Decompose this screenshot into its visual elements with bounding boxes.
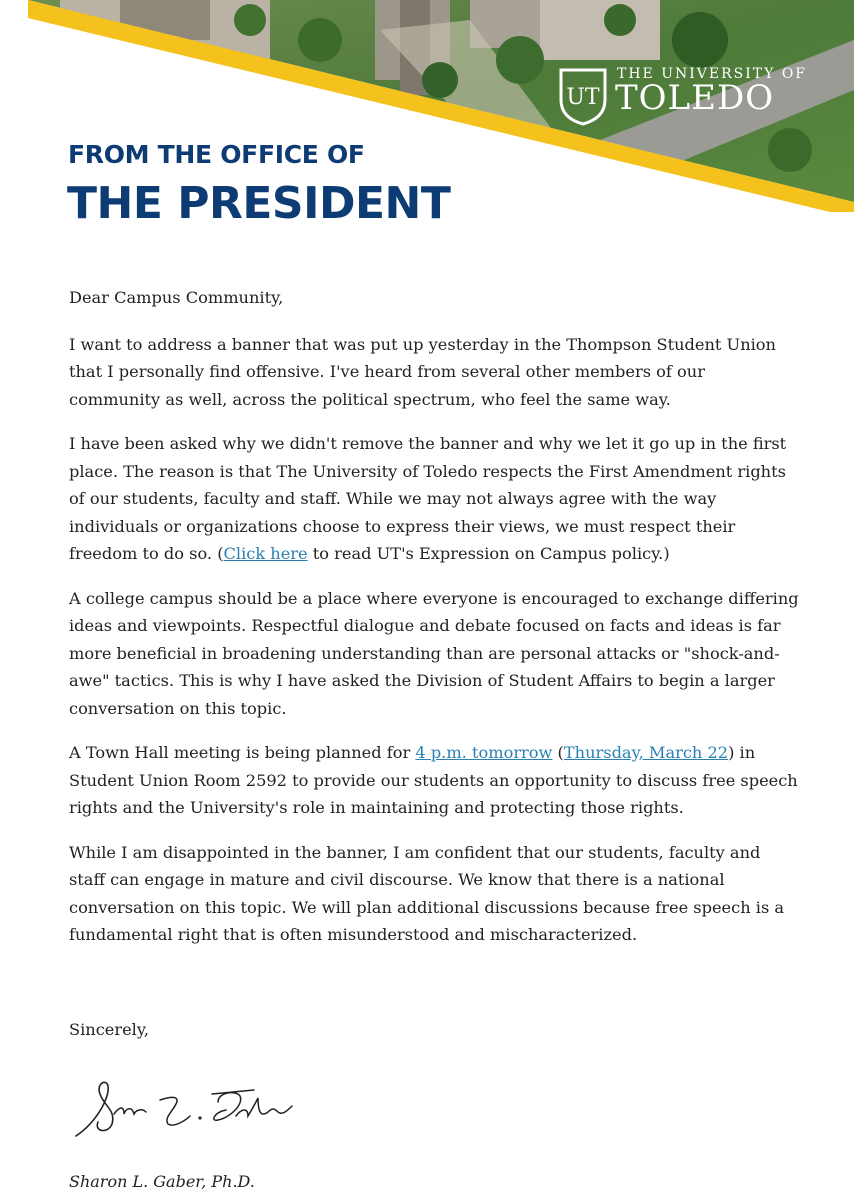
policy-link[interactable]: Click here [223,544,308,563]
paragraph-2 [69,430,799,568]
paragraph-5: While I am disappointed in the banner, I am confident that our students, faculty and staff can engage in mature and civil discourse. We know that there is a national conversation on this topic. We will plan additional discussions because free speech is a fundamental right that is often misunderstood and mischaracterized. [69,842,785,944]
ut-shield-icon [557,66,609,126]
header-title: THE PRESIDENT [67,178,451,229]
university-logo [557,64,808,134]
date-link[interactable]: Thursday, March 22 [563,743,729,762]
letter-body [69,284,799,966]
logo-line-2: TOLEDO [615,78,775,118]
paragraph-4 [69,739,799,822]
header-subtitle: FROM THE OFFICE OF [68,140,365,169]
paragraph-1: I want to address a banner that was put up yesterday in the Thompson Student Union that I personally find offensive. I've heard from several other members of our community as well, across the political spectrum, who feel the same way. [69,334,776,409]
signer-name: Sharon L. Gaber, Ph.D. [69,1172,255,1191]
greeting: Dear Campus Community, [69,288,284,307]
paragraph-4-text-b: ( [552,743,564,762]
logo-mark: UT [566,85,600,110]
handwritten-signature [68,1066,308,1146]
logo-line-1: THE UNIVERSITY OF [617,66,808,82]
paragraph-3: A college campus should be a place where everyone is encouraged to exchange differing ideas and viewpoints. Respectful dialogue and debate focused on facts and ideas is far more beneficial in broadening understanding than are personal attacks or "shock-and-awe" tactics. This is why I have asked the Division of Student Affairs to begin a larger conversation on this topic. [69,588,799,718]
paragraph-4-text-c: ) in Student Union Room 2592 to provide our students an opportunity to discuss free speech rights and the University's role in maintaining and protecting those rights. [69,743,798,817]
closing: Sincerely, [69,1020,149,1039]
paragraph-2-text-a: I have been asked why we didn't remove the banner and why we let it go up in the first place. The reason is that The University of Toledo respects the First Amendment rights of our students, faculty and staff. While we may not always agree with the way individuals or organizations choose to express their views, we must respect their freedom to do so. ( [69,434,787,563]
paragraph-2-text-b: to read UT's Expression on Campus policy.) [307,544,670,563]
time-link[interactable]: 4 p.m. tomorrow [415,743,553,762]
paragraph-4-text-a: A Town Hall meeting is being planned for [69,743,416,762]
